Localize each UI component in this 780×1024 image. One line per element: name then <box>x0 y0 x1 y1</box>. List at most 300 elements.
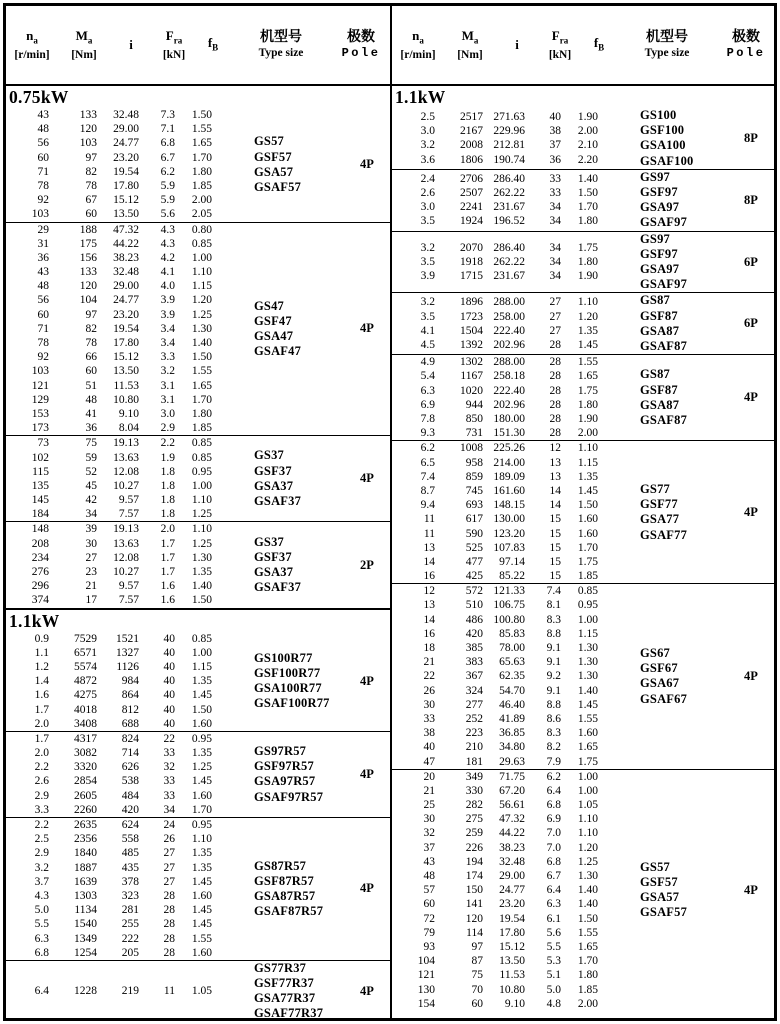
data-cell: 184 <box>31 508 49 521</box>
data-cell: 864 <box>121 689 139 702</box>
data-cell: 1.25 <box>191 537 212 550</box>
header-label-text: 极数 <box>347 30 375 45</box>
data-cell: 2167 <box>460 125 483 138</box>
header-label-text: 机型号 <box>646 30 688 45</box>
data-cell: 222 <box>121 932 139 945</box>
data-cell: 4018 <box>74 703 97 716</box>
data-cell: 0.85 <box>191 437 212 450</box>
data-cell: 1.7 <box>160 537 175 550</box>
data-cell: 13.50 <box>113 365 139 378</box>
data-cell: 1715 <box>460 270 483 283</box>
data-cell: 3.4 <box>160 322 175 335</box>
data-cell: 73 <box>37 437 49 450</box>
type-size-list <box>609 293 728 354</box>
data-cell: 859 <box>465 470 483 483</box>
data-cell: 32.48 <box>113 109 139 121</box>
data-cell: 13 <box>423 541 435 554</box>
data-cell: 92 <box>37 194 49 207</box>
data-cell: 2.9 <box>34 789 49 802</box>
data-cell: 24.77 <box>113 137 139 150</box>
data-cell: 7.57 <box>118 508 139 521</box>
block-data-rows <box>6 632 223 731</box>
header-cell <box>392 28 444 63</box>
data-cell: 13.63 <box>113 537 139 550</box>
data-cell: 24 <box>163 819 175 831</box>
type-size-label: GSAF87 <box>640 413 688 428</box>
data-cell: 161.60 <box>493 484 525 497</box>
data-cell: 11 <box>163 985 175 998</box>
type-size-label: GS100 <box>640 108 677 122</box>
data-cell: 714 <box>121 747 139 760</box>
data-cell: 1167 <box>460 370 483 383</box>
data-cell: 1.25 <box>191 308 212 321</box>
type-size-label: GSAF87R57 <box>254 904 324 919</box>
type-size-label: GSA77 <box>640 512 680 527</box>
data-cell: 70 <box>471 983 483 996</box>
data-cell: 1.10 <box>577 296 598 309</box>
data-cell: 30 <box>423 698 435 711</box>
pole-label: 4P <box>360 766 374 781</box>
data-cell: 420 <box>465 627 483 640</box>
data-cell: 1.60 <box>191 789 212 802</box>
data-cell: 1.85 <box>577 570 598 583</box>
data-cell: 0.85 <box>577 585 598 598</box>
data-cell: 9.1 <box>546 684 561 697</box>
ratio-block <box>392 231 774 293</box>
data-cell: 1639 <box>74 875 97 888</box>
data-cell: 1.60 <box>191 889 212 902</box>
data-cell: 4.5 <box>420 339 435 352</box>
data-cell: 1.80 <box>577 398 598 411</box>
data-cell: 9.1 <box>546 656 561 669</box>
data-cell: 1.35 <box>191 747 212 760</box>
type-size-label: GS37 <box>254 448 284 463</box>
data-cell: 8.1 <box>546 599 561 612</box>
data-cell: 745 <box>465 484 483 497</box>
data-cell: 1.30 <box>577 656 598 669</box>
data-cell: 32.48 <box>499 855 525 868</box>
data-cell: 133 <box>79 266 97 279</box>
header-cell <box>582 35 616 56</box>
data-cell: 78 <box>37 179 49 192</box>
data-cell: 2.9 <box>160 422 175 435</box>
data-cell: 26 <box>163 833 175 846</box>
data-cell: 367 <box>465 670 483 683</box>
type-size-label: GS67 <box>640 646 670 661</box>
data-cell: 1126 <box>116 660 139 673</box>
data-cell: 3.3 <box>34 803 49 816</box>
data-cell: 27 <box>549 296 561 309</box>
data-cell: 1.75 <box>577 384 598 397</box>
data-cell: 65.63 <box>499 656 525 669</box>
data-cell: 2.6 <box>420 187 435 200</box>
data-cell: 1.6 <box>34 689 49 702</box>
data-cell: 24.77 <box>499 884 525 897</box>
data-cell: 850 <box>465 413 483 425</box>
data-cell: 1.70 <box>577 201 598 214</box>
type-size-label: GSF97 <box>640 185 678 200</box>
data-cell: 1.50 <box>191 351 212 364</box>
data-cell: 130 <box>417 983 435 996</box>
data-cell: 281 <box>121 904 139 917</box>
data-cell: 3.9 <box>160 308 175 321</box>
data-cell: 11 <box>423 513 435 526</box>
data-cell: 3.1 <box>160 379 175 392</box>
header-label <box>718 30 774 46</box>
type-size-label: GSF77R37 <box>254 976 314 991</box>
data-cell: 135 <box>31 479 49 492</box>
type-size-list <box>609 108 728 169</box>
data-cell: 24.77 <box>113 294 139 307</box>
header-unit: [Nm] <box>457 49 483 62</box>
data-cell: 1.40 <box>191 337 212 349</box>
data-cell: 1.45 <box>191 904 212 917</box>
data-cell: 1.85 <box>191 422 212 435</box>
data-cell: 590 <box>465 527 483 540</box>
block-data-rows <box>392 232 609 293</box>
type-size-label: GSAF100R77 <box>254 696 330 711</box>
type-size-label: GSA100R77 <box>254 681 322 696</box>
type-size-label: GSAF100 <box>640 153 694 168</box>
data-cell: 19.54 <box>113 322 139 335</box>
section-title: 1.1kW <box>6 608 390 632</box>
header-unit: [Nm] <box>71 49 97 62</box>
header-label <box>582 35 616 56</box>
data-cell: 1.55 <box>191 365 212 378</box>
data-cell: 3.5 <box>420 255 435 268</box>
data-cell: 33 <box>549 187 561 200</box>
data-cell: 259 <box>465 827 483 840</box>
data-cell: 67.20 <box>499 784 525 797</box>
data-cell: 984 <box>121 675 139 688</box>
header-unit: Pole <box>726 46 766 60</box>
data-cell: 175 <box>79 237 97 250</box>
data-cell: 32 <box>163 761 175 774</box>
data-cell: 7.8 <box>420 413 435 425</box>
ratio-block <box>392 354 774 440</box>
type-size-label: GSF87R57 <box>254 873 314 888</box>
data-cell: 286.40 <box>493 172 525 185</box>
pole-label: 2P <box>360 557 374 572</box>
data-cell: 6.3 <box>34 932 49 945</box>
data-cell: 1020 <box>460 384 483 397</box>
data-cell: 0.85 <box>191 237 212 250</box>
type-size-label: GSF57 <box>254 149 292 164</box>
header-label <box>58 28 110 49</box>
data-cell: 1.30 <box>577 642 598 654</box>
data-cell: 10.80 <box>499 983 525 996</box>
data-cell: 8.3 <box>546 613 561 626</box>
data-cell: 5.9 <box>160 194 175 207</box>
header-cell <box>444 28 496 63</box>
data-cell: 1008 <box>460 442 483 455</box>
data-cell: 16 <box>423 570 435 583</box>
type-size-list <box>223 436 344 521</box>
pole-label: 4P <box>360 983 374 998</box>
data-cell: 41 <box>85 407 97 420</box>
pole-label: 4P <box>744 882 758 897</box>
data-cell: 2260 <box>74 803 97 816</box>
data-cell: 1.35 <box>577 470 598 483</box>
type-size-label: GSF77 <box>640 497 678 512</box>
data-cell: 3.9 <box>160 294 175 307</box>
data-cell: 420 <box>121 803 139 816</box>
type-size-label: GS37 <box>254 534 284 549</box>
data-cell: 6.9 <box>420 398 435 411</box>
data-cell: 1228 <box>74 985 97 998</box>
data-cell: 28 <box>549 384 561 397</box>
type-size-label: GSF37 <box>254 463 292 478</box>
data-cell: 1540 <box>74 918 97 931</box>
data-cell: 1.00 <box>577 613 598 626</box>
data-cell: 9.3 <box>420 427 435 440</box>
data-cell: 3408 <box>74 717 97 730</box>
block-data-rows <box>392 293 609 354</box>
data-cell: 1.7 <box>34 703 49 716</box>
data-cell: 6.3 <box>420 384 435 397</box>
data-cell: 5.3 <box>546 955 561 968</box>
data-cell: 6.5 <box>420 456 435 469</box>
header-label-text: F <box>551 27 560 43</box>
data-cell: 1.55 <box>191 123 212 136</box>
data-cell: 17.80 <box>113 337 139 349</box>
data-cell: 22 <box>423 670 435 683</box>
data-cell: 9.57 <box>118 580 139 593</box>
data-cell: 2.4 <box>420 172 435 185</box>
data-cell: 121.33 <box>493 585 525 598</box>
data-cell: 1.70 <box>577 955 598 968</box>
type-size-label: GSF97 <box>640 246 678 261</box>
data-cell: 1.55 <box>191 932 212 945</box>
data-cell: 688 <box>121 717 139 730</box>
type-size-label: GSA97 <box>640 262 680 277</box>
data-cell: 37 <box>423 841 435 854</box>
data-cell: 43 <box>37 266 49 279</box>
data-cell: 102 <box>31 451 49 464</box>
type-size-list <box>223 632 344 731</box>
data-cell: 202.96 <box>493 339 525 352</box>
data-cell: 196.52 <box>493 215 525 228</box>
ratio-block <box>6 435 390 521</box>
data-cell: 2.0 <box>34 717 49 730</box>
type-size-label: GSA87 <box>640 323 680 338</box>
data-cell: 189.09 <box>493 470 525 483</box>
type-size-list <box>223 522 344 607</box>
type-size-label: GSA47 <box>254 328 294 343</box>
data-cell: 1.45 <box>577 484 598 497</box>
data-cell: 15 <box>549 541 561 554</box>
data-cell: 1806 <box>460 153 483 166</box>
type-size-label: GSAF37 <box>254 494 302 509</box>
data-cell: 2.2 <box>160 437 175 450</box>
block-data-rows <box>6 223 223 436</box>
data-cell: 3320 <box>74 761 97 774</box>
data-cell: 10.27 <box>113 479 139 492</box>
header-label <box>196 35 230 56</box>
data-cell: 27 <box>549 324 561 337</box>
data-cell: 1918 <box>460 255 483 268</box>
data-cell: 34.80 <box>499 741 525 754</box>
type-size-label: GSAF57 <box>254 179 302 194</box>
data-cell: 1.9 <box>160 451 175 464</box>
data-cell: 1.40 <box>577 172 598 185</box>
header-label-sub: ra <box>559 35 569 46</box>
data-cell: 1.80 <box>577 215 598 228</box>
type-size-label: GSA57 <box>640 890 680 905</box>
data-cell: 6.2 <box>160 165 175 178</box>
data-cell: 28 <box>163 904 175 917</box>
data-cell: 6.4 <box>34 985 49 998</box>
data-cell: 2.05 <box>191 208 212 221</box>
data-cell: 1.05 <box>191 985 212 998</box>
data-cell: 148.15 <box>493 499 525 512</box>
data-cell: 1.4 <box>34 675 49 688</box>
data-cell: 1.25 <box>191 761 212 774</box>
data-cell: 2706 <box>460 172 483 185</box>
data-cell: 958 <box>465 456 483 469</box>
data-cell: 97 <box>85 151 97 164</box>
data-cell: 28 <box>163 918 175 931</box>
data-cell: 5.4 <box>420 370 435 383</box>
data-cell: 3.9 <box>420 270 435 283</box>
data-cell: 9.2 <box>546 670 561 683</box>
data-cell: 150 <box>465 884 483 897</box>
data-cell: 71 <box>37 322 49 335</box>
data-cell: 37 <box>549 139 561 152</box>
data-cell: 107.83 <box>493 541 525 554</box>
data-cell: 32 <box>423 827 435 840</box>
data-cell: 1.90 <box>577 270 598 283</box>
data-cell: 79 <box>423 926 435 939</box>
type-size-label: GSA97R57 <box>254 774 316 789</box>
data-cell: 1.15 <box>577 627 598 640</box>
header-label-sub: a <box>473 35 479 46</box>
data-cell: 484 <box>121 789 139 802</box>
data-cell: 0.95 <box>191 819 212 831</box>
panel-left <box>6 6 390 1018</box>
data-cell: 156 <box>79 251 97 264</box>
data-cell: 103 <box>79 137 97 150</box>
data-cell: 1924 <box>460 215 483 228</box>
data-cell: 1392 <box>460 339 483 352</box>
data-cell: 5.9 <box>160 179 175 192</box>
data-cell: 129 <box>31 393 49 406</box>
data-cell: 85.83 <box>499 627 525 640</box>
data-cell: 205 <box>121 946 139 959</box>
data-cell: 29.00 <box>113 123 139 136</box>
ratio-block <box>392 440 774 583</box>
data-cell: 45 <box>85 479 97 492</box>
header-label-sub: a <box>33 35 38 46</box>
data-cell: 34 <box>85 508 97 521</box>
type-size-list <box>609 584 728 768</box>
header-label-text: n <box>412 27 420 43</box>
data-cell: 18 <box>423 642 435 654</box>
ratio-block <box>6 731 390 817</box>
data-cell: 19.54 <box>499 912 525 925</box>
data-cell: 2507 <box>460 187 483 200</box>
data-cell: 1.05 <box>577 799 598 812</box>
header-unit: Type size <box>644 47 690 59</box>
data-cell: 78 <box>85 179 97 192</box>
data-cell: 214.00 <box>493 456 525 469</box>
data-cell: 60 <box>423 898 435 911</box>
data-cell: 1.40 <box>577 684 598 697</box>
type-size-label: GSF67 <box>640 661 678 676</box>
data-cell: 174 <box>465 870 483 882</box>
data-cell: 2.10 <box>577 139 598 152</box>
data-cell: 28 <box>549 370 561 383</box>
data-cell: 1303 <box>74 889 97 902</box>
data-cell: 6.7 <box>546 870 561 882</box>
data-cell: 1.65 <box>577 370 598 383</box>
data-cell: 14 <box>423 613 435 626</box>
data-cell: 23 <box>85 566 97 578</box>
data-cell: 36 <box>37 251 49 264</box>
data-cell: 181 <box>465 755 483 768</box>
ratio-block <box>6 960 390 1018</box>
data-cell: 1.35 <box>191 566 212 578</box>
data-cell: 20 <box>423 770 435 783</box>
data-cell: 1.7 <box>34 732 49 745</box>
data-cell: 288.00 <box>493 296 525 309</box>
data-cell: 3.2 <box>420 296 435 309</box>
data-cell: 28 <box>549 356 561 369</box>
ratio-block <box>392 769 774 1011</box>
type-size-list <box>609 170 728 231</box>
data-cell: 8.2 <box>546 741 561 754</box>
data-cell: 48 <box>37 280 49 293</box>
data-cell: 33 <box>163 747 175 760</box>
data-cell: 103 <box>31 365 49 378</box>
data-cell: 1.00 <box>191 479 212 492</box>
data-cell: 44.22 <box>499 827 525 840</box>
data-cell: 1.30 <box>577 670 598 683</box>
data-cell: 7.57 <box>118 594 139 607</box>
block-data-rows <box>6 961 223 1018</box>
data-cell: 1.75 <box>577 555 598 568</box>
data-cell: 66 <box>85 351 97 364</box>
data-cell: 1.60 <box>191 946 212 959</box>
data-cell: 97 <box>471 940 483 953</box>
type-size-label: GSF100R77 <box>254 666 321 681</box>
data-cell: 0.85 <box>191 632 212 645</box>
data-cell: 1.65 <box>577 940 598 953</box>
data-cell: 17.80 <box>499 926 525 939</box>
data-cell: 25 <box>423 799 435 812</box>
data-cell: 28 <box>549 413 561 425</box>
data-cell: 13.50 <box>113 208 139 221</box>
data-cell: 123.20 <box>493 527 525 540</box>
data-cell: 93 <box>423 940 435 953</box>
type-size-label: GSAF97R57 <box>254 789 324 804</box>
data-cell: 1.65 <box>577 741 598 754</box>
data-cell: 30 <box>85 537 97 550</box>
data-cell: 30 <box>423 813 435 826</box>
header-unit: Pole <box>341 46 381 60</box>
data-cell: 17 <box>85 594 97 607</box>
data-cell: 219 <box>121 985 139 998</box>
header-label-text: M <box>75 27 88 43</box>
data-cell: 1.45 <box>191 689 212 702</box>
data-cell: 104 <box>417 955 435 968</box>
data-cell: 121 <box>31 379 49 392</box>
data-cell: 3.5 <box>420 310 435 323</box>
data-cell: 154 <box>417 997 435 1010</box>
data-cell: 15 <box>549 527 561 540</box>
data-cell: 231.67 <box>493 201 525 214</box>
data-cell: 229.96 <box>493 125 525 138</box>
